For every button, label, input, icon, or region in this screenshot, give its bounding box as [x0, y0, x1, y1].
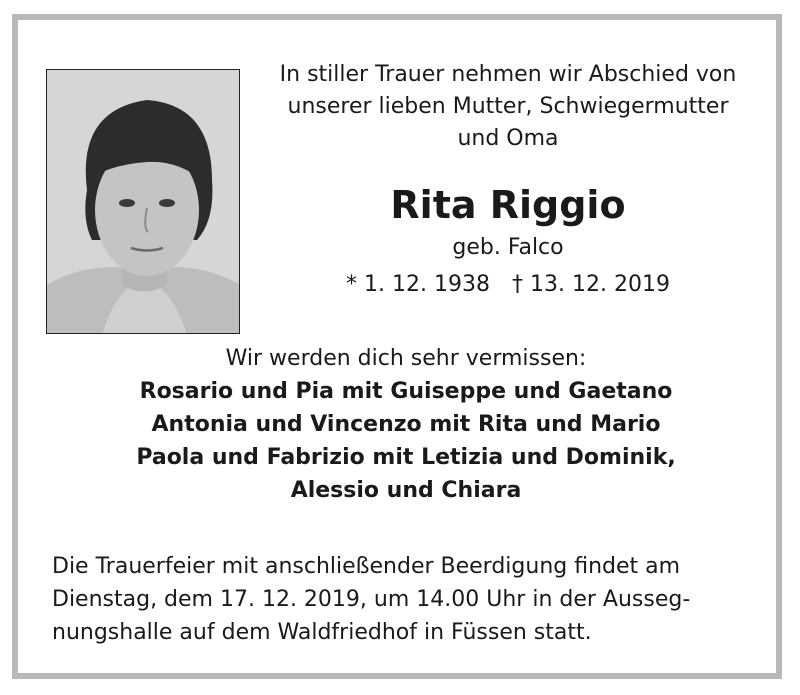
intro-line: und Oma	[457, 126, 559, 151]
birth-date: * 1. 12. 1938	[346, 272, 490, 297]
death-date: † 13. 12. 2019	[512, 272, 670, 297]
deceased-name: Rita Riggio	[390, 183, 626, 227]
family-line: Antonia und Vincenzo mit Rita und Mario	[151, 412, 661, 437]
family-list	[96, 342, 716, 507]
ceremony-line: Dienstag, dem 17. 12. 2019, um 14.00 Uhr in der Ausseg-	[52, 587, 691, 612]
family-lead: Wir werden dich sehr vermissen:	[225, 346, 587, 371]
family-line: Alessio und Chiara	[290, 478, 522, 503]
life-dates	[258, 270, 758, 300]
family-line: Paola und Fabrizio mit Letizia und Dominik,	[136, 445, 676, 470]
intro-line: unserer lieben Mutter, Schwiegermutter	[287, 94, 729, 119]
portrait-photo	[46, 69, 240, 334]
ceremony-line: Die Trauerfeier mit anschließender Beerdigung findet am	[52, 554, 681, 579]
ceremony-info	[52, 550, 752, 649]
intro-text	[258, 59, 758, 155]
ceremony-line: nungshalle auf dem Waldfriedhof in Füssen statt.	[52, 620, 592, 645]
family-line: Rosario und Pia mit Guiseppe und Gaetano	[139, 379, 673, 404]
intro-line: In stiller Trauer nehmen wir Abschied von	[279, 62, 737, 87]
birth-name: geb. Falco	[452, 235, 564, 260]
